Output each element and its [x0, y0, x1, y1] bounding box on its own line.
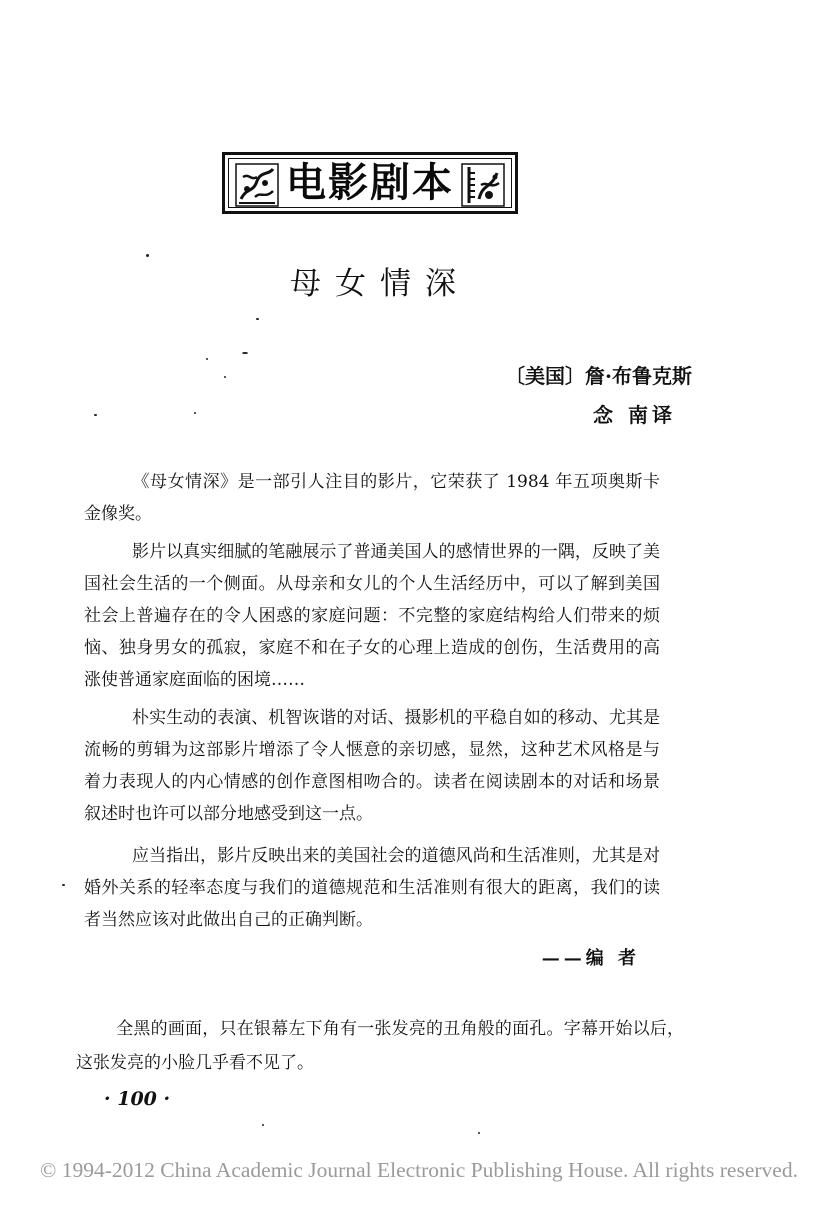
article-translator: 念 南译 — [593, 403, 676, 427]
floral-ornament-icon — [461, 163, 505, 207]
editor-note-paragraph: 《母女情深》是一部引人注目的影片，它荣获了 1984 年五项奥斯卡金像奖。 — [84, 472, 660, 524]
page-number: · 100 · — [104, 1088, 171, 1110]
copyright-footer: © 1994-2012 China Academic Journal Electronic Publishing House. All rights reserved. — [40, 1158, 798, 1182]
scan-speck — [206, 358, 208, 360]
scan-speck — [224, 376, 226, 378]
column-title: 电影剧本 — [286, 160, 454, 206]
article-author: 〔美国〕詹·布鲁克斯 — [505, 364, 692, 388]
scan-speck — [194, 412, 196, 414]
screenplay-opening-text: 全黑的画面，只在银幕左下角有一张发亮的丑角般的面孔。字幕开始以后，这张发亮的小脸几乎看不见了。 — [76, 1019, 684, 1073]
scan-speck — [262, 1124, 264, 1126]
scan-speck — [146, 254, 149, 257]
column-banner-frame — [228, 158, 512, 208]
scan-speck — [478, 1132, 480, 1134]
editor-note-paragraph: 应当指出，影片反映出来的美国社会的道德风尚和生活准则，尤其是对婚外关系的轻率态度与我们的道德规范和生活准则有很大的距离，我们的读者当然应该对此做出自己的正确判断。 — [84, 846, 660, 930]
editor-note-paragraph: 影片以真实细腻的笔融展示了普通美国人的感情世界的一隅，反映了美国社会生活的一个侧面。从母亲和女儿的个人生活经历中，可以了解到美国社会上普遍存在的令人困惑的家庭问题：不完整的家庭结构给人们带来的烦恼、独身男女的孤寂，家庭不和在子女的心理上造成的创伤，生活费用的高涨使普通家庭面临的困境…… — [84, 542, 660, 690]
floral-ornament-icon — [235, 163, 279, 207]
article-title: 母女情深 — [290, 266, 470, 302]
column-banner — [222, 152, 518, 214]
editor-signature: ——编 者 — [541, 948, 640, 969]
scan-speck — [94, 414, 97, 416]
editor-note-paragraph: 朴实生动的表演、机智诙谐的对话、摄影机的平稳自如的移动、尤其是流畅的剪辑为这部影片增添了令人惬意的亲切感，显然，这种艺术风格是与着力表现人的内心情感的创作意图相吻合的。读者在阅读剧本的对话和场景叙述时也许可以部分地感受到这一点。 — [84, 708, 660, 824]
scan-speck — [62, 884, 65, 886]
scan-speck — [256, 318, 259, 320]
scan-speck — [242, 352, 248, 354]
